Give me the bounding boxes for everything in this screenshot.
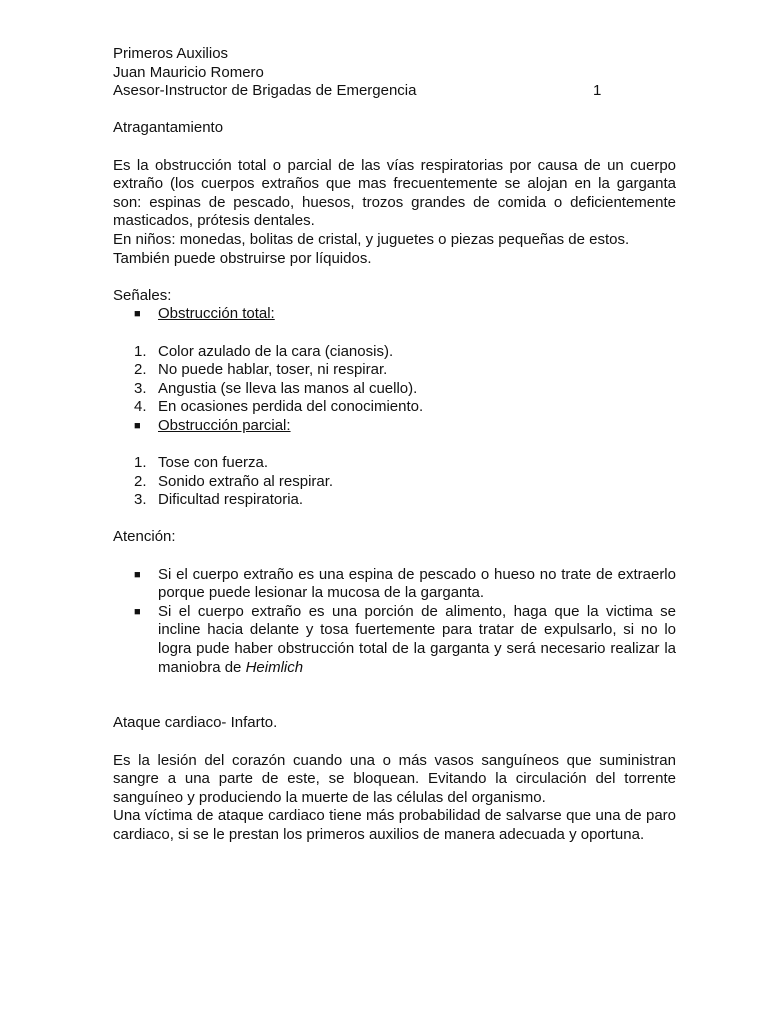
list-item-text-main: Si el cuerpo extraño es una porción de alimento, haga que la victima se incline hacia delante y tosa fuertemente para tratar de expulsarlo, si no lo logra pude haber obstrucción total de la garganta y será necesario realizar la maniobra de (158, 602, 676, 676)
bullet-label: Obstrucción parcial: (158, 416, 291, 434)
list-item-text: Color azulado de la cara (cianosis). (158, 342, 394, 360)
bullet-obstruccion-total (113, 305, 676, 324)
list-number: 2. (134, 472, 147, 490)
list-number: 1. (134, 342, 147, 360)
list-item-text: En ocasiones perdida del conocimiento. (158, 398, 424, 416)
list-number: 1. (134, 454, 147, 472)
header-role: Asesor-Instructor de Brigadas de Emergencia (113, 82, 417, 100)
list-number: 4. (134, 398, 147, 416)
list-item (113, 566, 676, 603)
list-number: 3. (134, 491, 147, 509)
paragraph-ataque-victima: Una víctima de ataque cardiaco tiene más probabilidad de salvarse que una de paro cardiaco, si se le prestan los primeros auxilios de manera adecuada y oportuna. (113, 807, 676, 843)
paragraph-ataque-def: Es la lesión del corazón cuando una o más vasos sanguíneos que suministran sangre a una parte de este, se bloquean. Evitando la circulación del torrente sanguíneo y produciendo la muerte de las células del organismo. (113, 751, 676, 806)
heimlich-term: Heimlich (245, 658, 304, 676)
list-item-text: Tose con fuerza. (158, 454, 269, 472)
paragraph-atragantamiento-def: Es la obstrucción total o parcial de las vías respiratorias por causa de un cuerpo extraño (los cuerpos extraños que mas frecuentemente se alojan en la garganta son: espinas de pescado, huesos, trozos grandes de comida o deficientemente masticados, prótesis dentales. (113, 156, 676, 230)
bullet-square-icon: ■ (134, 419, 141, 432)
list-item (113, 603, 676, 677)
list-item (113, 343, 676, 362)
list-item (113, 361, 676, 380)
list-item-text (158, 603, 676, 677)
list-item-text: Angustia (se lleva las manos al cuello). (158, 379, 418, 397)
header-role-line (113, 82, 676, 101)
bullet-square-icon: ■ (134, 308, 141, 321)
bullet-obstruccion-parcial (113, 417, 676, 436)
list-item (113, 380, 676, 399)
list-item-text: Dificultad respiratoria. (158, 491, 304, 509)
list-item-text: Si el cuerpo extraño es una espina de pescado o hueso no trate de extraerlo porque puede lesionar la mucosa de la garganta. (158, 565, 676, 602)
bullet-square-icon: ■ (134, 605, 141, 618)
header-author: Juan Mauricio Romero (113, 63, 264, 81)
section-heading-atragantamiento: Atragantamiento (113, 119, 224, 137)
senales-heading: Señales: (113, 286, 172, 304)
list-item (113, 491, 676, 510)
paragraph-liquidos: También puede obstruirse por líquidos. (113, 249, 372, 267)
bullet-label: Obstrucción total: (158, 305, 275, 323)
paragraph-ninos: En niños: monedas, bolitas de cristal, y juguetes o piezas pequeñas de estos. (113, 230, 630, 248)
list-item (113, 454, 676, 473)
list-number: 2. (134, 361, 147, 379)
section-heading-ataque: Ataque cardiaco- Infarto. (113, 714, 278, 732)
atencion-heading: Atención: (113, 528, 176, 546)
list-item (113, 398, 676, 417)
page-header (113, 45, 676, 101)
header-course: Primeros Auxilios (113, 45, 229, 62)
list-number: 3. (134, 379, 147, 397)
document-body (113, 45, 676, 845)
bullet-square-icon: ■ (134, 568, 141, 581)
list-item-text: Sonido extraño al respirar. (158, 472, 334, 490)
list-item-text: No puede hablar, toser, ni respirar. (158, 361, 388, 379)
list-item (113, 473, 676, 492)
page-number: 1 (593, 82, 602, 100)
